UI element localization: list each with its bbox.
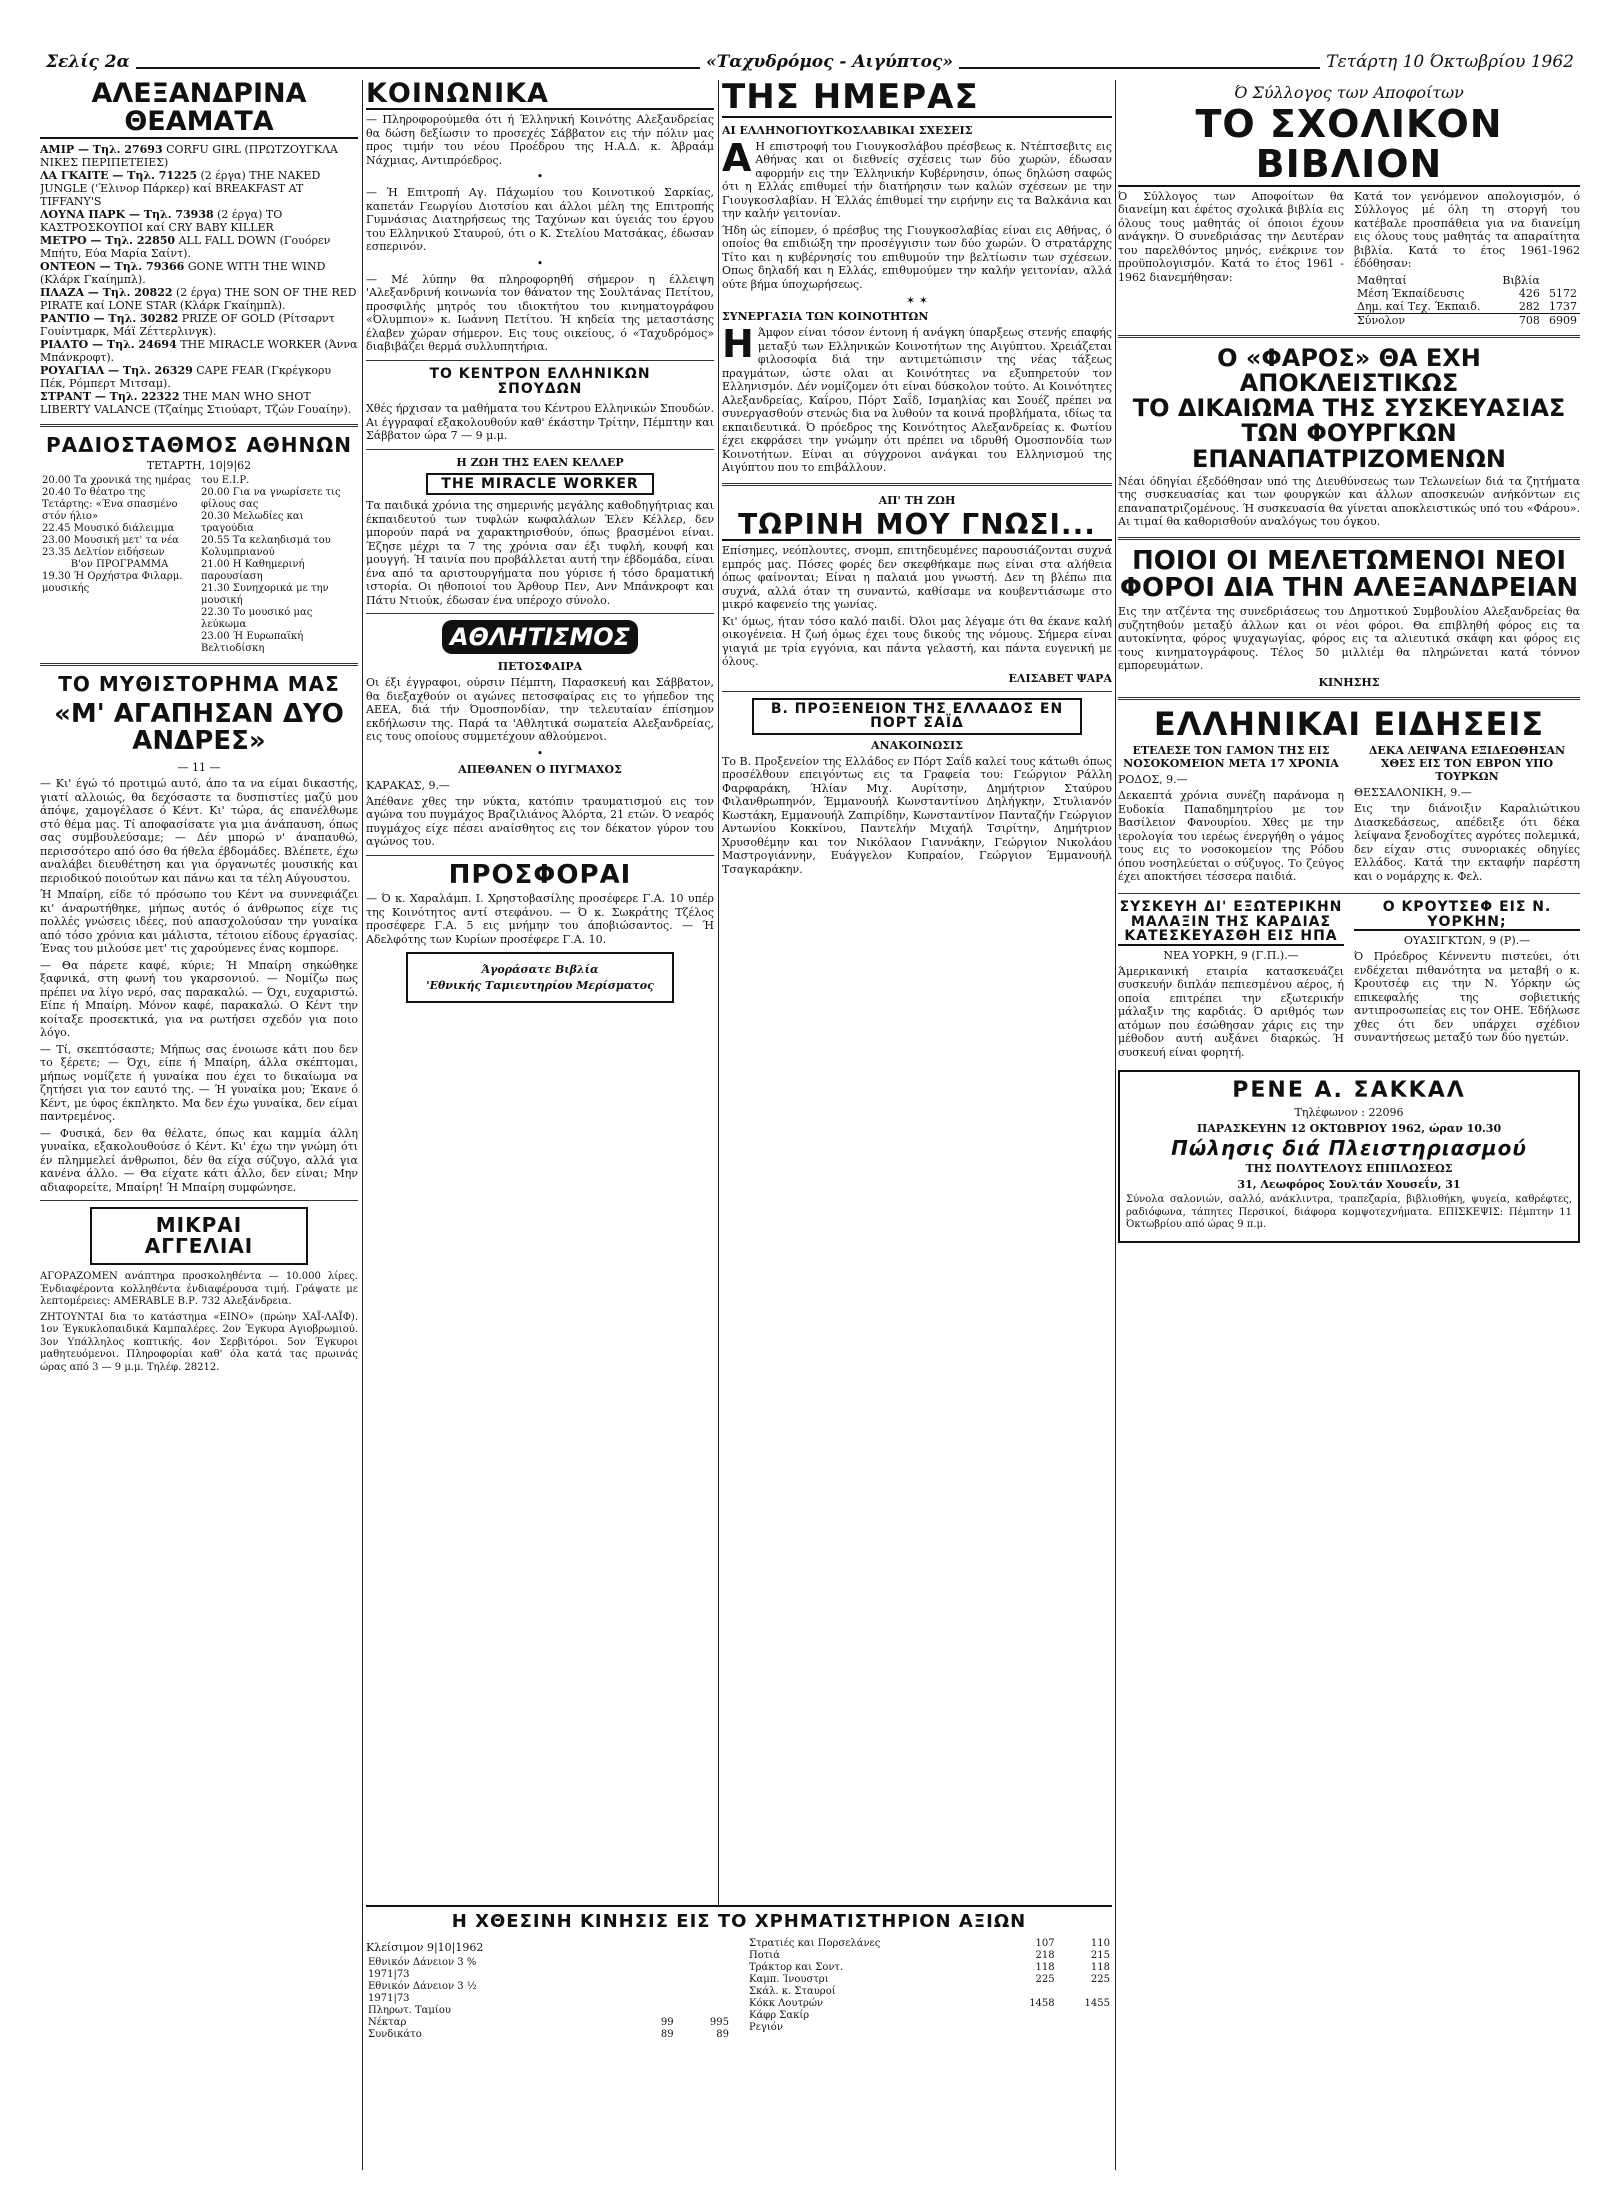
bones-text: Εις την διάνοιξιν Καραλιώτικου Διασκεδάσεως, απέδειξε ότι δέκα λείψανα ξενοδοχίτες αγρότες πολεμικά, δεν είχαν στις συνοριακές οδηγίες Ελλάδος. Κατά την εκταφήν παρέστη και ο νομάρχης κ. Φελ. bbox=[1354, 802, 1580, 883]
sport-text: Οι έξι έγγραφοι, ούρσιν Πέμπτη, Παρασκευή και Σάββατον, θα διεξαχθούν οι αγώνες πετοσφαίρας εις το γήπεδον της ΑΕΕΑ, διά τήν Όμοσπονδίαν, την τελευταίαν έπίσημον εκδήλωσιν της. Παρά τα 'Αθλητικά σωματεία Αλεξανδρείας, εις τους οποίους συμμετέχουν αθλούμενοι. bbox=[366, 676, 714, 744]
exchange-right bbox=[747, 1938, 1112, 2041]
bones-title: ΔΕΚΑ ΛΕΙΨΑΝΑ ΕΞΙΔΕΩΘΗΣΑΝ ΧΘΕΣ ΕΙΣ ΤΟΝ ΕΒΡΟΝ ΥΠΟ ΤΟΥΡΚΩΝ bbox=[1368, 744, 1566, 784]
list-item: ΣΤΡΑΝΤ — Τηλ. 22322 THE MAN WHO SHOT LIBERTY VALANCE (Τζαίημς Στιούαρτ, Τζών Γουαίην). bbox=[40, 389, 352, 416]
exchange-tables bbox=[366, 1938, 1112, 2041]
sakkal-place: ΤΗΣ ΠΟΛΥΤΕΛΟΥΣ ΕΠΙΠΛΩΣΕΩΣ bbox=[1245, 1162, 1453, 1176]
divider bbox=[722, 483, 1112, 486]
consulate-text: Το Β. Προξενείον της Ελλάδος εν Πόρτ Σαΐδ καλεί τους κάτωθι όπως προσέλθουν επειγόντως εις τα Γραφεία του: Γεώργιον Ράλλη Φαρφαράκη, Ήλίαν Μιχ. Αυρίτσην, Δημήτριον Σταύρου Φιλανθρωπηνόν, Έμμανουήλ Κωνσταντίνου Δηλήγκην, Στυλιανόν Κωστάκη, Εμμανουήλ Ζαπιρίδην, Κωνσταντίνον Πανταζήν Γεώργιον Αντωνίου Κοκκίνου, Παντελήν Μιχαήλ Τσιρίτην, Δημήτριον Χρυσοθέμην και τον Νικόλαον Γιαννάκην, Γεώργιον Νικολάου Μαστρογιάννην, Ευάγγελον Κυπραίον, Γεώργιον Έμμανουήλ Τσαγκαράκην. bbox=[722, 754, 1112, 876]
list-item: ΜΕΤΡΟ — Τηλ. 22850 ALL FALL DOWN (Γουόρεν Μπήτυ, Εύα Μαρία Σαίντ). bbox=[40, 233, 331, 260]
today-title: ΤΗΣ ΗΜΕΡΑΣ bbox=[722, 80, 1112, 118]
table-row: Μέση Έκπαίδευσις 426 5172 bbox=[1357, 286, 1577, 300]
bank-ad-line: Άγοράσατε Βιβλία bbox=[481, 963, 599, 977]
exchange-table bbox=[366, 1957, 731, 2041]
death-place: ΚΑΡΑΚΑΣ, 9.— bbox=[366, 778, 450, 792]
sport-title: ΑΘΛΗΤΙΣΜΟΣ bbox=[442, 620, 638, 654]
death-title: ΑΠΕΘΑΝΕΝ Ο ΠΥΓΜΑΧΟΣ bbox=[458, 762, 622, 776]
table-row: Τράκτορ και Σοντ. 118 118 bbox=[749, 1961, 1110, 1973]
list-item: ΡΟΥΑΓΙΑΛ — Τηλ. 26329 CAPE FEAR (Γκρέγκορυ Πέκ, Ρόμπερτ Μιτσαμ). bbox=[40, 363, 332, 390]
offers-title: ΠΡΟΣΦΟΡΑΙ bbox=[448, 859, 632, 890]
social-paragraph: — Μέ λύπην θα πληροφορηθή σήμερον η έλλειψη 'Αλεξανδρινή κοινωνία τον θάνατον της Σουλτάνας Πετίτου, προσφιλής μητρός του ιδιοκτήτου του κινηματογράφου «Όλυμπιον» κ. Ιωάννη Πετίτου. Ή κηδεία της μεταστάσης έλαβεν χώραν σήμερον. Εις τους οικείους, ό «Ταχυδρόμος» διαβιβάζει θερμά συλλυπητήρια. bbox=[366, 272, 714, 354]
radio-entry: 19.30 Ή Ορχήστρα Φιλαρμ. μουσικής bbox=[42, 570, 183, 594]
table-row: Μαθηταί Βιβλία bbox=[1357, 273, 1540, 287]
divider bbox=[1118, 537, 1580, 540]
heart-place: ΝΕΑ ΥΟΡΚΗ, 9 (Γ.Π.).— bbox=[1163, 948, 1299, 962]
kentro-text: Χθές ήρχισαν τα μαθήματα του Κέντρου Ελληνικών Σπουδών. Αι έγγραφαί εξακολουθούν καθ' έκάστην Τρίτην, Πέμπτην και Σάββατον ώρα 7 — 9 μ.μ. bbox=[366, 402, 714, 443]
faros-headline: ΤΩΝ ΦΟΥΡΓΚΩΝ ΕΠΑΝΑΠΑΤΡΙΖΟΜΕΝΩΝ bbox=[1192, 419, 1506, 473]
divider bbox=[366, 613, 714, 614]
divider-stars: • bbox=[536, 746, 544, 760]
sport-header bbox=[366, 620, 714, 654]
divider bbox=[366, 360, 714, 361]
novel-paragraph: — Φυσικά, δεν θα θέλατε, όπως και καμμία άλλη γυναίκα, εξακολουθούσε ό Κέντ. Κι' έχω την γνώμη ότι έν πλημμελεί άνθρωποι, δέν θα είχα σύζυγο, αλλά για κανένα άλλο. — Θα είχατε κάτι άλλο, δεν είναι; Μην αδιαφορείτε, Μπαίρη! Ή Μπαίρη συμφώνησε. bbox=[40, 1126, 358, 1194]
bank-ad bbox=[406, 952, 674, 1003]
keller-text: Τα παιδικά χρόνια της σημερινής μεγάλης καθοδηγήτριας και έκπαιδευτού των τυφλών κωφαλάλων Έλεν Κέλλερ, δεν μπορούν παρά να χαρακτηρισθούν, όπως βρασμένοι είναι. Έζησε μέχρι τα 7 της χρόνια σαν έξι τυφλή, κουφή και μουγγή. Ή ταινία που προβάλλεται αυτή την έβδομάδα, είναι ένα από τα αριστουργήματα που γύρισε ή τόσο δραματική ιστορία. Οι ηθοποιοί του Άρθουρ Πεν, Ανν Μπάνκροφτ και Πάτυ Ντιούκ, έδωσαν ένα υπέροχο σύνολο. bbox=[366, 499, 714, 607]
theatres-title: ΑΛΕΞΑΝΔΡΙΝΑ ΘΕΑΜΑΤΑ bbox=[40, 80, 358, 139]
table-row: Δημ. καί Τεχ. Έκπαιδ. 282 1737 bbox=[1357, 299, 1577, 313]
life-paragraph: Κι' όμως, ήταν τόσο καλό παιδί. Όλοι μας λέγαμε ότι θα έκανε καλή οικογένεια. Η ζωή όμως έχει τους δικούς της νόμους. Σήμερα είναι γιαγιά με τρία εγγόνια, και πάντα γελαστή, και πάντα ευγενική με όλους. bbox=[722, 614, 1112, 669]
radio-entry: 22.30 Το μουσικό μας λεύκωμα bbox=[201, 606, 313, 630]
table-row: Νέκταρ 99 995 bbox=[368, 2016, 729, 2028]
table-row: Συνδικάτο 89 89 bbox=[368, 2028, 729, 2040]
list-item: ΠΛΑΖΑ — Τηλ. 20822 (2 έργα) THE SON OF THE RED PIRATE καί LONE STAR (Κλάρκ Γκαίημπλ). bbox=[40, 285, 357, 312]
today-paragraph: A Η επιστροφή του Γιουγκοσλάβου πρέσβεως κ. Ντέπτσεβιτς εις Αθήνας και οι διεθνείς σχέσεις των δύο χωρών, έδωσαν αφορμήν εις την Έλληνικήν Κυβέρνησιν, όπως δηλώση σαφώς ότι η Ελλάς επιθυμεί τήν διατήρησιν των καλών σχέσεων με την Γιουγκοσλαβίαν. Η Έλλάς έπιθυμεί την ειρήνην εις τα Βαλκάνια και την καλήν γειτονίαν. bbox=[722, 135, 1112, 221]
consulate-subtitle: ΑΝΑΚΟΙΝΩΣΙΣ bbox=[871, 738, 963, 752]
keller-title: Η ΖΩΗ ΤΗΣ ΕΛΕΝ ΚΕΛΛΕΡ bbox=[456, 455, 624, 469]
list-item: ΑΜΙΡ — Τηλ. 27693 CORFU GIRL (ΠΡΩΤΖΟΥΓΚΛΑ ΝΙΚΕΣ ΠΕΡΙΠΕΤΕΙΕΣ) bbox=[40, 142, 338, 169]
column-rule bbox=[362, 80, 363, 2170]
radio-entry: 21.00 Η Καθημερινή παρουσίαση bbox=[201, 558, 305, 582]
masthead bbox=[40, 52, 1580, 76]
sakkal-name: ΡΕΝΕ Α. ΣΑΚΚΑΛ bbox=[1232, 1078, 1466, 1104]
list-item: ΡΙΑΛΤΟ — Τηλ. 24694 THE MIRACLE WORKER (Άννα Μπάνκροφτ). bbox=[40, 337, 358, 364]
sakkal-text: Σύνολα σαλονιών, σαλλό, ανάκλιντρα, τραπεζαρία, βιβλιοθήκη, ψυγεία, καθρέφτες, ραδιόφωνα, τάπητες Περσικοί, διάφορα κομψοτεχνήματα. ΕΠΙΣΚΕΨΙΣ: Πέμπτην 11 Όκτωβρίου από ώρας 9 π.μ. bbox=[1126, 1194, 1572, 1231]
table-row: Εθνικόν Δάνειον 3 % bbox=[368, 1956, 477, 1968]
column-1 bbox=[40, 80, 358, 2170]
drop-cap: H bbox=[722, 322, 754, 367]
radio-entry: 20.00 Τα χρονικά της ημέρας bbox=[42, 474, 191, 486]
divider bbox=[1118, 335, 1580, 338]
table-row: 1971|73 bbox=[368, 1968, 410, 1980]
table-row: Εθνικόν Δάνειον 3 ½ bbox=[368, 1980, 477, 1992]
novel-chapter: — 11 — bbox=[177, 761, 221, 775]
taxes-subtitle: ΚΙΝΗΣΗΣ bbox=[1318, 675, 1380, 689]
taxes-headline: ΦΟΡΟΙ ΔΙΑ ΤΗΝ ΑΛΕΞΑΝΔΡΕΙΑΝ bbox=[1119, 573, 1579, 604]
divider-stars: • bbox=[536, 256, 544, 270]
radio-entry: 22.45 Μουσικό διάλειμμα bbox=[42, 522, 175, 534]
divider bbox=[40, 1200, 358, 1201]
bones-place: ΘΕΣΣΑΛΟΝΙΚΗ, 9.— bbox=[1354, 786, 1472, 800]
radio-date: ΤΕΤΑΡΤΗ, 10|9|62 bbox=[146, 458, 252, 472]
radio-schedule bbox=[40, 475, 358, 655]
issue-date: Τετάρτη 10 Όκτωβρίου 1962 bbox=[1320, 52, 1580, 72]
column-rule bbox=[718, 80, 719, 2170]
radio-entry: 20.40 Το θέατρο της Τετάρτης: «Ένα σπασμένο στόν ήλιο» bbox=[42, 486, 178, 522]
world-news bbox=[1118, 900, 1580, 1063]
theatre-listing bbox=[40, 143, 358, 416]
exchange-date: Κλείσιμον 9|10|1962 bbox=[366, 1940, 484, 1954]
novel-paragraph: Ή Μπαίρη, είδε τό πρόσωπο του Κέντ να συννεφιάζει κι' άναρωτήθηκε, μήπως αυτός ό άνθρωπος είχε τις πολλές γνώσεις ιδέες, πού απασχολούσαν την γυναίκα από τόσο χρόνια και μάλιστα, τέτοιου είδους έργασίας. Ένας του μιλούσε μετ' τις χαρούμενες ένας κομπορε. bbox=[40, 888, 358, 956]
sakkal-ad bbox=[1118, 1070, 1580, 1243]
small-ads-box bbox=[90, 1207, 308, 1265]
kroutsef-place: ΟΥΑΣΙΓΚΤΩΝ, 9 (Ρ).— bbox=[1403, 934, 1531, 948]
life-title: ΑΠ' ΤΗ ΖΩΗ bbox=[878, 493, 956, 507]
radio-entry: Β'ον ΠΡΟΓΡΑΜΜΑ bbox=[70, 558, 169, 570]
column-2 bbox=[366, 80, 714, 2170]
consulate-title: Β. ΠΡΟΞΕΝΕΙΟΝ ΤΗΣ ΕΛΛΑΔΟΣ ΕΝ ΠΟΡΤ ΣΑΪΔ bbox=[752, 698, 1082, 735]
column-4 bbox=[1118, 80, 1580, 2170]
greek-news-title: ΕΛΛΗΝΙΚΑΙ ΕΙΔΗΣΕΙΣ bbox=[1153, 704, 1545, 743]
radio-entry: 23.35 Δελτίον ειδήσεων bbox=[42, 546, 165, 558]
divider bbox=[366, 855, 714, 856]
greek-news-body bbox=[1118, 741, 1580, 887]
divider-stars: • bbox=[536, 170, 544, 184]
novel-paragraph: — Τί, σκεπτόσαστε; Μήπως σας ένοιωσε κάτι που δεν το ξέρετε; — Όχι, είπε ή Μπαίρη, άλλα σκέπτομαι, μήπως νομίζετε ή γυναίκα που έχει το δικαίωμα να ζητήσει για τον εαυτό της. — Ή γυναίκα μου; Έκανε ό Κέντ, με ύφος έκπληκτο. Μα δεν έχω γυναίκα, δεν είμαι παντρεμένος. bbox=[40, 1042, 358, 1124]
radio-entry: 20.00 Για να γνωρίσετε τις φίλους σας bbox=[201, 486, 341, 510]
alumni-stats-table bbox=[1354, 274, 1580, 327]
novel-paragraph: — Θα πάρετε καφέ, κύριε; Ή Μπαίρη σηκώθηκε ξαφνικά, στη φωνή του γκαρσονιού. — Νομίζω πως πρέπει να λίγο νερό, σας παρακαλώ. — Όχι, ευχαριστώ. Είπε ή Μπαίρη. Μόνον καφέ, παρακαλώ. Ο Κέντ την κοίταξε προσεκτικά, για να ρωτήσει σχεδόν για ποιο λόγο. bbox=[40, 958, 358, 1040]
list-item: ΡΑΝΤΙΟ — Τηλ. 30282 PRIZE OF GOLD (Ρίτσαρντ Γουίντμαρκ, Μάϊ Ζέττερλινγκ). bbox=[40, 311, 335, 338]
kroutsef-title: Ο ΚΡΟΥΤΣΕΦ ΕΙΣ Ν. ΥΟΡΚΗΝ; bbox=[1354, 900, 1580, 931]
divider bbox=[1118, 893, 1580, 894]
greek-news-place: ΡΟΔΟΣ, 9.— bbox=[1118, 773, 1188, 787]
alumni-text: Ό Σύλλογος των Αποφοίτων θα διανείμη και έφέτος σχολικά βιβλία εις όλους τους μαθητάς οί όποιοι έχουν ανάγκην. Ό συνεδριάσας την Δευτέραν του παρελθόντος μηνός, ενέκρινε τον προϋπολογισμόν. Κατά το έτος 1961 - 1962 διανεμήθησαν: bbox=[1118, 189, 1344, 284]
table-row: Σύνολον 708 6909 bbox=[1354, 313, 1580, 327]
heart-title: ΣΥΣΚΕΥΗ ΔΙ' ΕΞΩΤΕΡΙΚΗΝ ΜΑΛΑΞΙΝ ΤΗΣ ΚΑΡΔΙΑΣ ΚΑΤΕΣΚΕΥΑΣΘΗ ΕΙΣ ΗΠΑ bbox=[1119, 898, 1343, 945]
novel-headline: «Μ' ΑΓΑΠΗΣΑΝ ΔΥΟ ΑΝΔΡΕΣ» bbox=[54, 698, 344, 756]
novel-section-title: ΤΟ ΜΥΘΙΣΤΟΡΗΜΑ ΜΑΣ bbox=[58, 671, 340, 696]
social-paragraph: — Ή Επιτροπή Αγ. Πάχωμίου του Κοινοτικού Σαρκίας, καπετάν Γεωργίου Διοτσίου και άλλοι μέλη της Επιτροπής Γυμνάσιας Διατηρήσεως της Ταχύνων και ύγειάς του έργου του Ελληνικού Σταυρού, ότι ο Κ. Στελίου Ματσάκας, έδωσαν εσπερινόν. bbox=[366, 186, 714, 254]
greek-news-text: Δεκαεπτά χρόνια συνέζη παράνομα η Ευδοκία Παπαδημητρίου με τον Βασίλειον Φανουρίου. Χθες με την ιερολογία του ιερέως ένεργήθη ο γάμος τους εις το νοσοκομείον της Ρόδου όπου νοσηλεύεται ο σύζυγος. Το ζεύγος έχει αποκτήσει τέσσερα παιδιά. bbox=[1118, 789, 1344, 884]
table-row: Ρεγιόν bbox=[749, 2021, 783, 2033]
social-paragraph: — Πληροφορούμεθα ότι ή Έλληνική Κοινότης Αλεξανδρείας θα δώση δεξίωσιν το προσεχές Σάββατον εις τήν πόλιν μας προς τιμήν του νέου Προέδρου της Η.Α.Δ. κ. Άβραάμ Νάχμιας, Αντιπρόεδρος. bbox=[366, 113, 714, 167]
bank-ad-line: 'Εθνικής Ταμιευτηρίου Μερίσματος bbox=[426, 979, 654, 993]
keller-subtitle: THE MIRACLE WORKER bbox=[426, 473, 654, 496]
faros-headline: Ο «ΦΑΡΟΣ» ΘΑ ΕΧΗ ΑΠΟΚΛΕΙΣΤΙΚΩΣ bbox=[1217, 343, 1481, 397]
sakkal-sale: Πώλησις διά Πλειστηριασμού bbox=[1171, 1136, 1527, 1161]
divider bbox=[1118, 697, 1580, 700]
radio-entry: 23.00 Ή Ευρωπαϊκή Βελτιοδίσκη bbox=[201, 630, 304, 654]
exchange-table bbox=[747, 1938, 1112, 2034]
alumni-headline: ΤΟ ΣΧΟΛΙΚΟΝ ΒΙΒΛΙΟΝ bbox=[1118, 105, 1580, 187]
novel-paragraph: — Κι' έγώ τό προτιμώ αυτό, άπο τα να είμαι δικαστής, γιατί αλλοιώς, θα δεχόσαστε τα δυσπιστίες μαζύ μου άπόψε, χαμογέλασε ό Κέντ. Κι' τώρα, άς επανέλθωμε στό θέμα μας. Τί αποφασίσατε για μια άνάπαυση, όπως σας συμβουλεύσαμε; — Δέν μπορώ ν' άναπαυθώ, περισσότερο από όσο θα ήθελα έβδομάδες. Βλέπετε, έχω αναλάβει διευθέτηση και για όργανωτές μουσικής και περιοδικού ποιούτων και πάνω και τα τέλη Αύγουστου. bbox=[40, 777, 358, 885]
life-headline: ΤΩΡΙΝΗ ΜΟΥ ΓΝΩΣΙ... bbox=[722, 510, 1112, 541]
divider bbox=[722, 691, 1112, 692]
taxes-text: Εις την ατζέντα της συνεδριάσεως του Δημοτικού Συμβουλίου Αλεξανδρείας θα συζητηθούν μεταξύ άλλων και οι νέοι φόροι. Θα επιβληθή φόρος εις τα αυτοκίνητα, φόρος ψυχαγωγίας, φόρος εις τα αλιευτικά σκάφη και φόρος εις τους κινηματογράφους. Τέλος 50 μιλλιέμ θα πληρώνεται κατά τόννον εμπορευμάτων. bbox=[1118, 605, 1580, 673]
table-row: 1971|73 bbox=[368, 1992, 410, 2004]
alumni-title: Ό Σύλλογος των Αποφοίτων bbox=[1234, 83, 1464, 102]
today-subtitle: ΑΙ ΕΛΛΗΝΟΓΙΟΥΓΚΟΣΛΑΒΙΚΑΙ ΣΧΕΣΕΙΣ bbox=[722, 123, 973, 137]
exchange-section bbox=[366, 1905, 1112, 2170]
sakkal-date: ΠΑΡΑΣΚΕΥΗΝ 12 ΟΚΤΩΒΡΙΟΥ 1962, ώραν 10.30 bbox=[1196, 1122, 1502, 1136]
list-item: ΛΟΥΝΑ ΠΑΡΚ — Τηλ. 73938 (2 έργα) ΤΟ ΚΑΣΤΡΟΣΚΟΥΠΟΙ καί CRY BABY KILLER bbox=[40, 207, 283, 234]
small-ad: ΖΗΤΟΥΝΤΑΙ δια το κατάστημα «ΕΙΝΟ» (πρώην ΧΑΪ-ΛΑΪΦ). 1ον Έγκυκλοπαιδικά Καμπαλέρες. 2ον Έγκυρα Αγιοβρωμιού. 3ον Υπάλληλος κοπτικής. 4ον Σερβιτόροι. 5ον Έγκυροι μαθητευόμενοι. Πληροφορίαι καθ' όλα κατά τας πρωινάς ώρας από 3 — 9 μ.μ. Τηλέφ. 28212. bbox=[40, 1311, 358, 1373]
alumni-text: Κατά τον γενόμενον απολογισμόν, ό Σύλλογος μέ όλη τη στοργή του κατέβαλε προσπάθεια για να διανείμη εις όλους τους μαθητάς τα απαραίτητα βιβλία. Κατά το έτος 1961-1962 έδόθησαν: bbox=[1354, 189, 1580, 271]
sakkal-address: 31, Λεωφόρος Σουλτάν Χουσεΐν, 31 bbox=[1237, 1178, 1461, 1192]
table-row: Καμπ. Ίνουστρι 225 225 bbox=[749, 1973, 1110, 1985]
divider-stars: ✶ ✶ bbox=[906, 294, 928, 308]
radio-entry: 23.00 Μουσική μετ' τα νέα bbox=[42, 534, 179, 546]
social-title: ΚΟΙΝΩΝΙΚΑ bbox=[366, 80, 714, 110]
table-row: Στρατιές και Πορσελάνες 107 110 bbox=[749, 1937, 1110, 1949]
life-signature: ΕΛΙΣΑΒΕΤ ΨΑΡΑ bbox=[1008, 671, 1112, 685]
today-paragraph: Ήδη ώς είπομεν, ό πρέσβυς της Γιουγκοσλαβίας είναι εις Αθήνας, ό οποίος θα επιδιώξη την προσέγγισιν των δύο χωρών. Ό στρατάρχης Τίτο και η κυβέρνησίς του επιθυμούν την βελτίωσιν των σχέσεων. Οπως δηλαδή και η Ελλάς, επιθυμούμεν την καλήν γειτονίαν, αλλά ούτε βήμα ύποχωρήσεως. bbox=[722, 223, 1112, 291]
table-row: Σκάλ. κ. Σταυροί bbox=[749, 1985, 836, 1997]
kroutsef-text: Ό Πρόεδρος Κέννεντυ πιστεύει, ότι ενδέχεται πιθανότητα να μεταβή ο κ. Κρουτσέφ εις την Ν. Υόρκην ώς επικεφαλής της σοβιετικής αντιπροσωπείας εις τον ΟΗΕ. Έδήλωσε χθες ότι δεν υπάρχει σχέδιον συναντήσεως μεταξύ των δύο ηγετών. bbox=[1354, 950, 1580, 1045]
list-item: ΟΝΤΕΟΝ — Τηλ. 79366 GONE WITH THE WIND (Κλάρκ Γκαίημπλ). bbox=[40, 259, 326, 286]
drop-cap: A bbox=[722, 135, 752, 180]
table-row: Ποτιά 218 215 bbox=[749, 1949, 1110, 1961]
kentro-title: ΤΟ ΚΕΝΤΡΟΝ ΕΛΛΗΝΙΚΩΝ ΣΠΟΥΔΩΝ bbox=[429, 365, 651, 397]
life-paragraph: Επίσημες, νεόπλουτες, σνομπ, επιτηδευμένες παρουσιάζονται συχνά εμπρός μας. Πόσες φορές δεν σκεφθήκαμε πως είναι στα αλήθεια όπως φαίνονται; Είναι η παλαιά μου γνωστή. Δεν τη βλέπω πια συχνά, αλλά όταν τη συναντώ, καθίσαμε να κουβεντιάσωμε στο μικρό καφενείο της γωνίας. bbox=[722, 544, 1112, 612]
column-rule bbox=[1115, 80, 1116, 2170]
faros-text: Νέαι όδηγίαι έξεδόθησαν υπό της Διευθύνσεως των Τελωνείων διά τα ζητήματα της συσκευασίας και των φουργκών και άλλων αποσκευών ανήκόντων εις επαναπατριζομένους. Ή συσκευασία θα γίνεται αποκλειστικώς υπό του «Φάρου». Αι τιμαί θα καθορισθούν αναλόγως του όγκου. bbox=[1118, 474, 1580, 529]
radio-entry: του Ε.Ι.Ρ. bbox=[201, 474, 250, 486]
offers-text: — Ό κ. Χαραλάμπ. Ι. Χρηστοβασίλης προσέφερε Γ.Α. 10 υπέρ της Κοινότητος αντί στεφάνου. — Ό κ. Σωκράτης Τζέλος προσέφερε Γ.Α. 5 εις μνήμην του άποβιώσαντος. — Ή Αδελφότης των Κυρίων προσέφερε Γ.Α. 10. bbox=[366, 892, 714, 946]
divider bbox=[40, 663, 358, 666]
list-item: ΛΑ ΓΚΑΙΤΕ — Τηλ. 71225 (2 έργα) THE NAKED JUNGLE ('Έλινορ Πάρκερ) καί BREAKFAST AT TIFFANY'S bbox=[40, 168, 321, 208]
table-row: Κάφρ Σακίρ bbox=[749, 2009, 810, 2021]
exchange-left bbox=[366, 1938, 731, 2041]
divider bbox=[366, 449, 714, 450]
death-text: Άπέθανε χθες την νύκτα, κατόπιν τραυματισμού εις τον αγώνα του πυγμάχος Βραζιλιάνος Άλόρτα, 21 ετών. Ό νεαρός πυγμάχος είχε πέσει αναίσθητος εις τον δέκατον γύρον του αγώνος του. bbox=[366, 794, 714, 849]
sport-subtitle: ΠΕΤΟΣΦΑΙΡΑ bbox=[497, 660, 583, 674]
radio-title: ΡΑΔΙΟΣΤΑΘΜΟΣ ΑΘΗΝΩΝ bbox=[45, 432, 353, 457]
page-number: Σελίς 2α bbox=[40, 52, 136, 72]
divider bbox=[40, 424, 358, 427]
small-ad: ΑΓΟΡΑΖΟΜΕΝ ανάπτηρα προσκοληθέντα — 10.000 λίρες. Ένδιαφέροντα κολληθέντα ένδιαφέρουσα τιμή. Γράψατε με λεπτομέρειες: ΑΜΕRΑΒLΕ Β.Ρ. 732 Αλεξάνδρεια. bbox=[40, 1271, 358, 1308]
column-3 bbox=[722, 80, 1112, 2170]
table-row: Πληρωτ. Ταμίου bbox=[368, 2004, 451, 2016]
alumni-body bbox=[1118, 187, 1580, 327]
greek-news-subtitle: ΕΤΕΛΕΣΕ ΤΟΝ ΓΑΜΟΝ ΤΗΣ ΕΙΣ ΝΟΣΟΚΟΜΕΙΟΝ ΜΕΤΑ 17 ΧΡΟΝΙΑ bbox=[1123, 744, 1339, 771]
small-ads-title: ΜΙΚΡΑΙ ΑΓΓΕΛΙΑΙ bbox=[144, 1213, 254, 1259]
exchange-title: Η ΧΘΕΣΙΝΗ ΚΙΝΗΣΙΣ ΕΙΣ ΤΟ ΧΡΗΜΑΤΙΣΤΗΡΙΟΝ ΑΞΙΩΝ bbox=[451, 1911, 1027, 1932]
sakkal-phone: Τηλέφωνον : 22096 bbox=[1294, 1106, 1404, 1120]
heart-text: Άμερικανική εταιρία κατασκευάζει συσκευήν διπλάν πεπιεσμένου αέρος, ή οποία επιτρέπει την εξωτερικήν μάλαξιν της καρδιάς. Ό αριθμός των ατόμων που έσώθησαν χάρις εις την μέθοδον αυτή αυξάνει διαρκώς. Ή συσκευή είναι φορητή. bbox=[1118, 964, 1344, 1059]
coop-title: ΣΥΝΕΡΓΑΣΙΑ ΤΩΝ ΚΟΙΝΟΤΗΤΩΝ bbox=[722, 310, 929, 324]
radio-entry: 20.55 Τα κελαηδισμά του Κολυμπριανού bbox=[201, 534, 331, 558]
taxes-headline: ΠΟΙΟΙ ΟΙ ΜΕΛΕΤΩΜΕΝΟΙ ΝΕΟΙ bbox=[1131, 545, 1567, 576]
paper-name: «Ταχυδρόμος - Αιγύπτος» bbox=[700, 52, 959, 72]
faros-headline: ΤΟ ΔΙΚΑΙΩΜΑ ΤΗΣ ΣΥΣΚΕΥΑΣΙΑΣ bbox=[1132, 394, 1566, 423]
radio-entry: 20.30 Μελωδίες και τραγούδια bbox=[201, 510, 304, 534]
radio-entry: 21.30 Συνηχορικά με την μουσική bbox=[201, 582, 329, 606]
coop-text: H Άμφον είναι τόσον έντονη ή ανάγκη ύπαρξεως στενής επαφής μεταξύ των Ελληνικών Κοινοτήτων της Αιγύπτου. Χρειάζεται φιλοσοφία διά την αντιμετώπισιν της νέας τάξεως πραγμάτων, ώστε ολαι αι Κοινότητες να εξυπηρετούν τον Ελληνισμόν. Δέν νομίζομεν ότι είναι δύσκολον τούτο. Αι Κοινότητες Αλεξανδρείας, Καΐρου, Πόρτ Σαΐδ, Ισμαηλίας και Σουέζ πρέπει να συνεργασθούν στενώς δια να λυθούν τα κοινά προβλήματα, ιδίως τα εκπαιδευτικά. Ό πρόεδρος της Κοινότητος Αλεξανδρείας κ. Φωτίου έχει εκφράσει την γνώμην ότι πρέπει να ιδρυθή Ομοσπονδία των Κοινοτήτων. Είναι αι σύγχρονοι ανάγκαι του Ελληνισμού της Αιγύπτου που το επιβάλλουν. bbox=[722, 322, 1112, 475]
table-row: Κόκκ Λουτρών 1458 1455 bbox=[749, 1997, 1110, 2009]
